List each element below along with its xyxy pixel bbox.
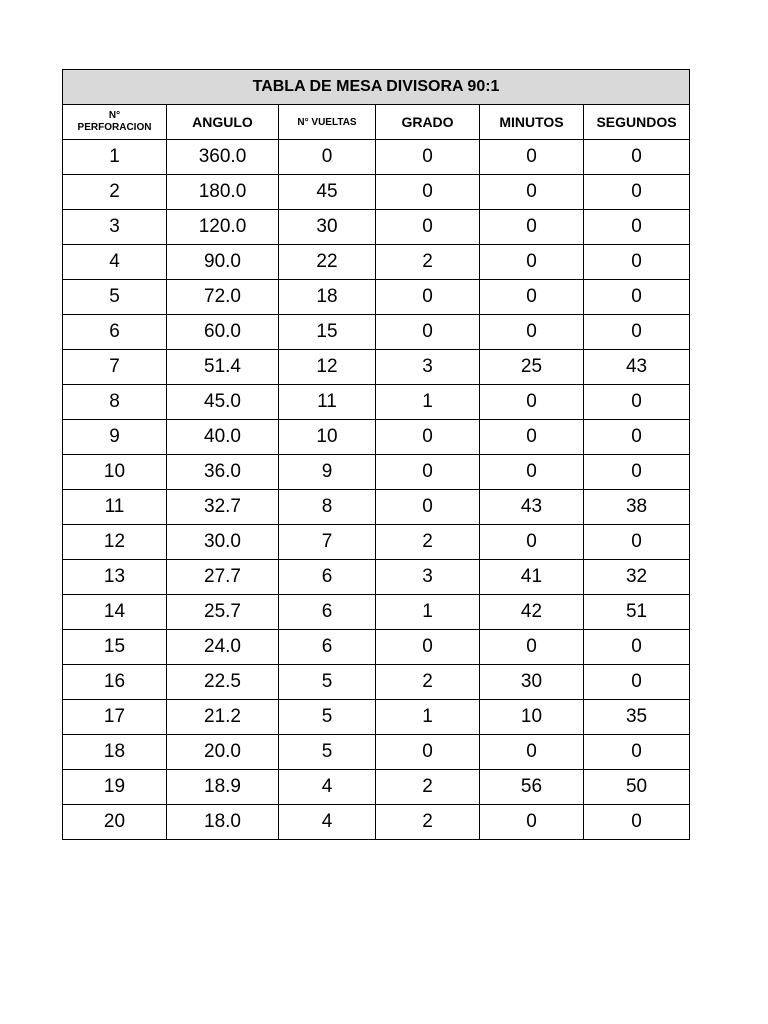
cell-seconds: 50 — [584, 770, 690, 805]
cell-minutes: 10 — [480, 700, 584, 735]
table-row — [63, 525, 690, 560]
cell-degree: 0 — [376, 630, 480, 665]
cell-turns: 7 — [279, 525, 376, 560]
table-row — [63, 140, 690, 175]
cell-angle: 27.7 — [167, 560, 279, 595]
table-row — [63, 280, 690, 315]
table-row — [63, 805, 690, 840]
table-header-row — [63, 105, 690, 140]
cell-angle: 36.0 — [167, 455, 279, 490]
table-row — [63, 770, 690, 805]
cell-minutes: 0 — [480, 210, 584, 245]
cell-angle: 180.0 — [167, 175, 279, 210]
cell-seconds: 0 — [584, 280, 690, 315]
cell-minutes: 0 — [480, 455, 584, 490]
cell-angle: 90.0 — [167, 245, 279, 280]
cell-turns: 22 — [279, 245, 376, 280]
table-row — [63, 560, 690, 595]
cell-degree: 0 — [376, 490, 480, 525]
cell-turns: 5 — [279, 735, 376, 770]
cell-angle: 22.5 — [167, 665, 279, 700]
cell-minutes: 42 — [480, 595, 584, 630]
cell-angle: 18.0 — [167, 805, 279, 840]
divider-table — [62, 69, 690, 840]
cell-minutes: 43 — [480, 490, 584, 525]
cell-turns: 30 — [279, 210, 376, 245]
cell-angle: 40.0 — [167, 420, 279, 455]
cell-seconds: 38 — [584, 490, 690, 525]
cell-degree: 2 — [376, 665, 480, 700]
cell-minutes: 0 — [480, 280, 584, 315]
cell-turns: 0 — [279, 140, 376, 175]
table-row — [63, 315, 690, 350]
cell-perforation-number: 16 — [63, 665, 167, 700]
cell-minutes: 0 — [480, 420, 584, 455]
table-row — [63, 420, 690, 455]
cell-angle: 18.9 — [167, 770, 279, 805]
cell-degree: 2 — [376, 805, 480, 840]
cell-angle: 24.0 — [167, 630, 279, 665]
cell-perforation-number: 15 — [63, 630, 167, 665]
cell-seconds: 0 — [584, 175, 690, 210]
table-row — [63, 490, 690, 525]
cell-turns: 6 — [279, 595, 376, 630]
cell-perforation-number: 2 — [63, 175, 167, 210]
cell-perforation-number: 1 — [63, 140, 167, 175]
cell-perforation-number: 5 — [63, 280, 167, 315]
cell-degree: 2 — [376, 525, 480, 560]
table-row — [63, 735, 690, 770]
header-seconds: SEGUNDOS — [584, 105, 690, 140]
cell-seconds: 43 — [584, 350, 690, 385]
cell-seconds: 35 — [584, 700, 690, 735]
cell-minutes: 41 — [480, 560, 584, 595]
table-row — [63, 630, 690, 665]
cell-degree: 1 — [376, 700, 480, 735]
table-row — [63, 385, 690, 420]
cell-degree: 2 — [376, 770, 480, 805]
header-perforation-number — [63, 105, 167, 140]
cell-angle: 32.7 — [167, 490, 279, 525]
cell-perforation-number: 7 — [63, 350, 167, 385]
cell-degree: 0 — [376, 280, 480, 315]
table-row — [63, 245, 690, 280]
cell-perforation-number: 11 — [63, 490, 167, 525]
cell-turns: 45 — [279, 175, 376, 210]
cell-angle: 20.0 — [167, 735, 279, 770]
table-row — [63, 665, 690, 700]
cell-turns: 6 — [279, 560, 376, 595]
cell-angle: 25.7 — [167, 595, 279, 630]
cell-turns: 12 — [279, 350, 376, 385]
cell-turns: 4 — [279, 805, 376, 840]
table-row — [63, 175, 690, 210]
header-minutes: MINUTOS — [480, 105, 584, 140]
cell-turns: 5 — [279, 665, 376, 700]
cell-seconds: 0 — [584, 385, 690, 420]
cell-minutes: 0 — [480, 385, 584, 420]
cell-perforation-number: 20 — [63, 805, 167, 840]
cell-degree: 0 — [376, 455, 480, 490]
cell-degree: 2 — [376, 245, 480, 280]
cell-turns: 8 — [279, 490, 376, 525]
cell-seconds: 0 — [584, 735, 690, 770]
cell-perforation-number: 17 — [63, 700, 167, 735]
cell-minutes: 0 — [480, 140, 584, 175]
cell-minutes: 0 — [480, 735, 584, 770]
cell-perforation-number: 12 — [63, 525, 167, 560]
cell-turns: 11 — [279, 385, 376, 420]
cell-degree: 0 — [376, 175, 480, 210]
cell-turns: 5 — [279, 700, 376, 735]
cell-minutes: 25 — [480, 350, 584, 385]
cell-minutes: 0 — [480, 630, 584, 665]
header-angle: ANGULO — [167, 105, 279, 140]
cell-seconds: 0 — [584, 665, 690, 700]
cell-perforation-number: 13 — [63, 560, 167, 595]
cell-seconds: 0 — [584, 455, 690, 490]
header-turns: N° VUELTAS — [279, 105, 376, 140]
cell-seconds: 0 — [584, 210, 690, 245]
cell-minutes: 30 — [480, 665, 584, 700]
cell-seconds: 0 — [584, 525, 690, 560]
cell-seconds: 0 — [584, 140, 690, 175]
cell-turns: 4 — [279, 770, 376, 805]
cell-seconds: 0 — [584, 420, 690, 455]
header-perforation-number-line1: N° — [108, 110, 121, 121]
table-body — [63, 140, 690, 840]
cell-perforation-number: 14 — [63, 595, 167, 630]
table-row — [63, 455, 690, 490]
cell-seconds: 0 — [584, 245, 690, 280]
cell-degree: 0 — [376, 210, 480, 245]
divider-table-sheet — [62, 69, 689, 840]
cell-perforation-number: 3 — [63, 210, 167, 245]
cell-minutes: 0 — [480, 245, 584, 280]
cell-minutes: 0 — [480, 525, 584, 560]
cell-degree: 0 — [376, 140, 480, 175]
header-degree: GRADO — [376, 105, 480, 140]
cell-degree: 0 — [376, 735, 480, 770]
cell-degree: 3 — [376, 560, 480, 595]
cell-angle: 51.4 — [167, 350, 279, 385]
table-title: TABLA DE MESA DIVISORA 90:1 — [63, 70, 690, 105]
cell-turns: 6 — [279, 630, 376, 665]
cell-degree: 0 — [376, 315, 480, 350]
cell-minutes: 0 — [480, 175, 584, 210]
cell-seconds: 32 — [584, 560, 690, 595]
cell-turns: 18 — [279, 280, 376, 315]
cell-turns: 9 — [279, 455, 376, 490]
cell-degree: 0 — [376, 420, 480, 455]
cell-perforation-number: 9 — [63, 420, 167, 455]
header-perforation-number-line2: PERFORACION — [77, 122, 152, 133]
cell-minutes: 0 — [480, 805, 584, 840]
cell-turns: 10 — [279, 420, 376, 455]
cell-perforation-number: 6 — [63, 315, 167, 350]
cell-seconds: 51 — [584, 595, 690, 630]
cell-seconds: 0 — [584, 630, 690, 665]
cell-degree: 1 — [376, 385, 480, 420]
cell-angle: 120.0 — [167, 210, 279, 245]
table-row — [63, 700, 690, 735]
cell-perforation-number: 18 — [63, 735, 167, 770]
cell-angle: 60.0 — [167, 315, 279, 350]
cell-turns: 15 — [279, 315, 376, 350]
cell-angle: 72.0 — [167, 280, 279, 315]
cell-angle: 21.2 — [167, 700, 279, 735]
cell-seconds: 0 — [584, 315, 690, 350]
cell-perforation-number: 4 — [63, 245, 167, 280]
cell-perforation-number: 19 — [63, 770, 167, 805]
cell-angle: 30.0 — [167, 525, 279, 560]
cell-perforation-number: 10 — [63, 455, 167, 490]
cell-angle: 45.0 — [167, 385, 279, 420]
cell-degree: 3 — [376, 350, 480, 385]
cell-perforation-number: 8 — [63, 385, 167, 420]
table-title-row — [63, 70, 690, 105]
table-row — [63, 595, 690, 630]
cell-angle: 360.0 — [167, 140, 279, 175]
table-row — [63, 210, 690, 245]
cell-minutes: 0 — [480, 315, 584, 350]
cell-degree: 1 — [376, 595, 480, 630]
cell-seconds: 0 — [584, 805, 690, 840]
cell-minutes: 56 — [480, 770, 584, 805]
table-row — [63, 350, 690, 385]
